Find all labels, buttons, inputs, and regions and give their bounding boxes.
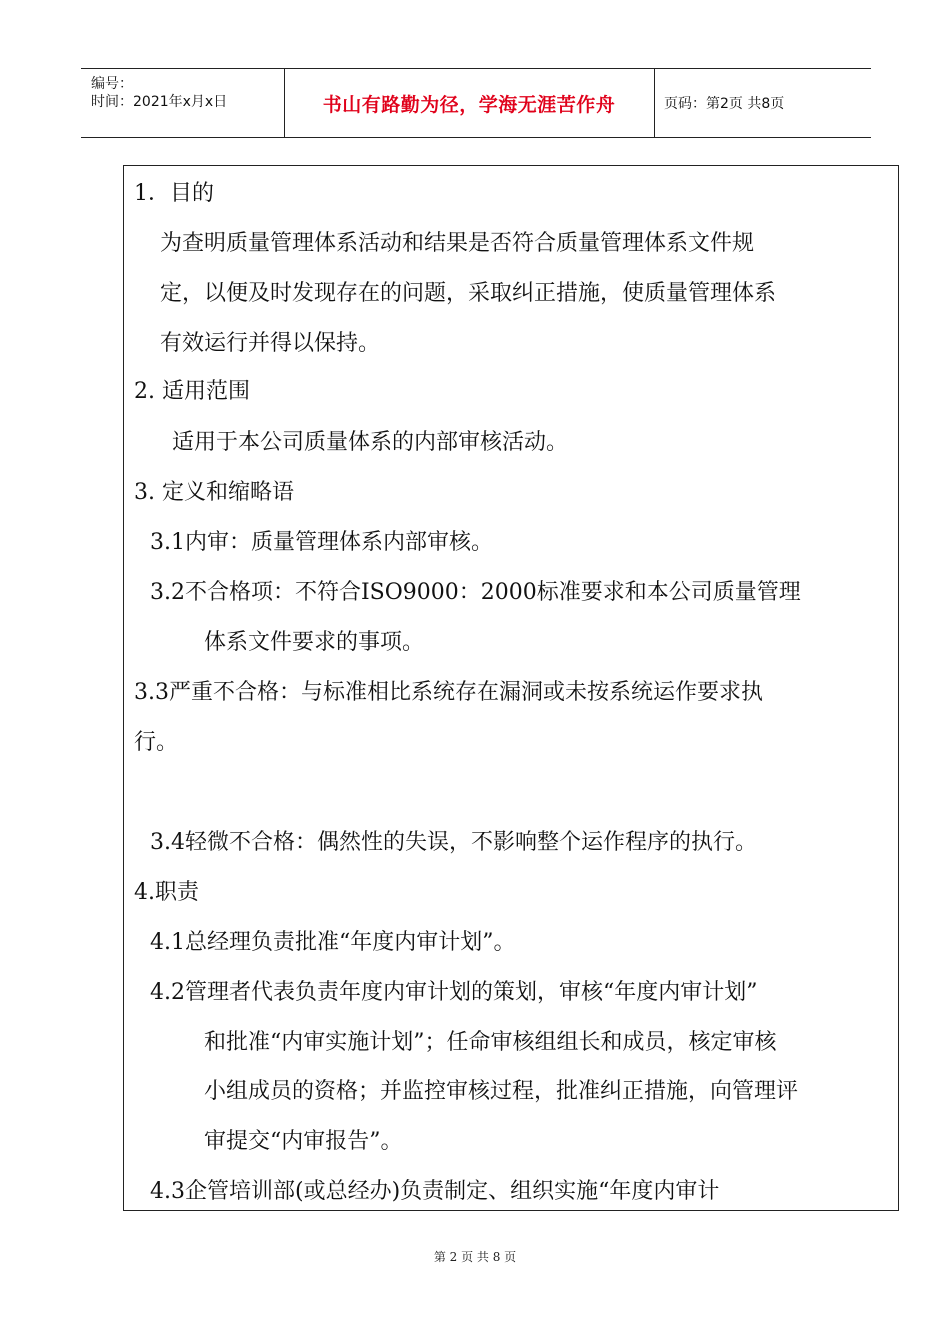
responsibility-4-2-line-3: 小组成员的资格；并监控审核过程，批准纠正措施，向管理评 xyxy=(204,1079,799,1104)
purpose-line-1: 为查明质量管理体系活动和结果是否符合质量管理体系文件规 xyxy=(160,231,755,256)
heading-responsibilities: 4.职责 xyxy=(134,880,199,905)
responsibility-4-2-line-1: 4.2管理者代表负责年度内审计划的策划，审核“年度内审计划” xyxy=(150,980,758,1005)
definition-3-2-line-1: 3.2不合格项：不符合ISO9000：2000标准要求和本公司质量管理 xyxy=(150,580,801,605)
definition-3-4: 3.4轻微不合格：偶然性的失误，不影响整个运作程序的执行。 xyxy=(150,830,757,855)
scope-text: 适用于本公司质量体系的内部审核活动。 xyxy=(172,430,569,455)
responsibility-4-1: 4.1总经理负责批准“年度内审计划”。 xyxy=(150,930,516,955)
content-box xyxy=(123,165,899,1211)
header-page-number: 页码：第2页 共8页 xyxy=(664,96,785,112)
header-motto: 书山有路勤为径，学海无涯苦作舟 xyxy=(284,69,655,137)
doc-number: 编号： xyxy=(91,76,133,92)
definition-3-3-line-2: 行。 xyxy=(134,730,179,755)
definition-3-1: 3.1内审：质量管理体系内部审核。 xyxy=(150,530,493,555)
purpose-line-2: 定，以便及时发现存在的问题，采取纠正措施，使质量管理体系 xyxy=(160,281,777,306)
heading-definitions: 3. 定义和缩略语 xyxy=(134,480,294,505)
responsibility-4-3-line-1: 4.3企管培训部(或总经办)负责制定、组织实施“年度内审计 xyxy=(150,1179,720,1204)
responsibility-4-2-line-2: 和批准“内审实施计划”；任命审核组组长和成员，核定审核 xyxy=(204,1030,777,1055)
header-info-cell xyxy=(81,69,285,137)
definition-3-3-line-1: 3.3严重不合格：与标准相比系统存在漏洞或未按系统运作要求执 xyxy=(134,680,763,705)
definition-3-2-line-2: 体系文件要求的事项。 xyxy=(204,630,425,655)
responsibility-4-2-line-4: 审提交“内审报告”。 xyxy=(204,1129,403,1154)
page-footer: 第 2 页 共 8 页 xyxy=(433,1250,517,1264)
doc-time: 时间：2021年x月x日 xyxy=(91,94,228,110)
heading-purpose: 1．目的 xyxy=(134,181,214,206)
purpose-line-3: 有效运行并得以保持。 xyxy=(160,331,381,356)
heading-scope: 2. 适用范围 xyxy=(134,379,250,404)
header-table xyxy=(81,68,871,138)
